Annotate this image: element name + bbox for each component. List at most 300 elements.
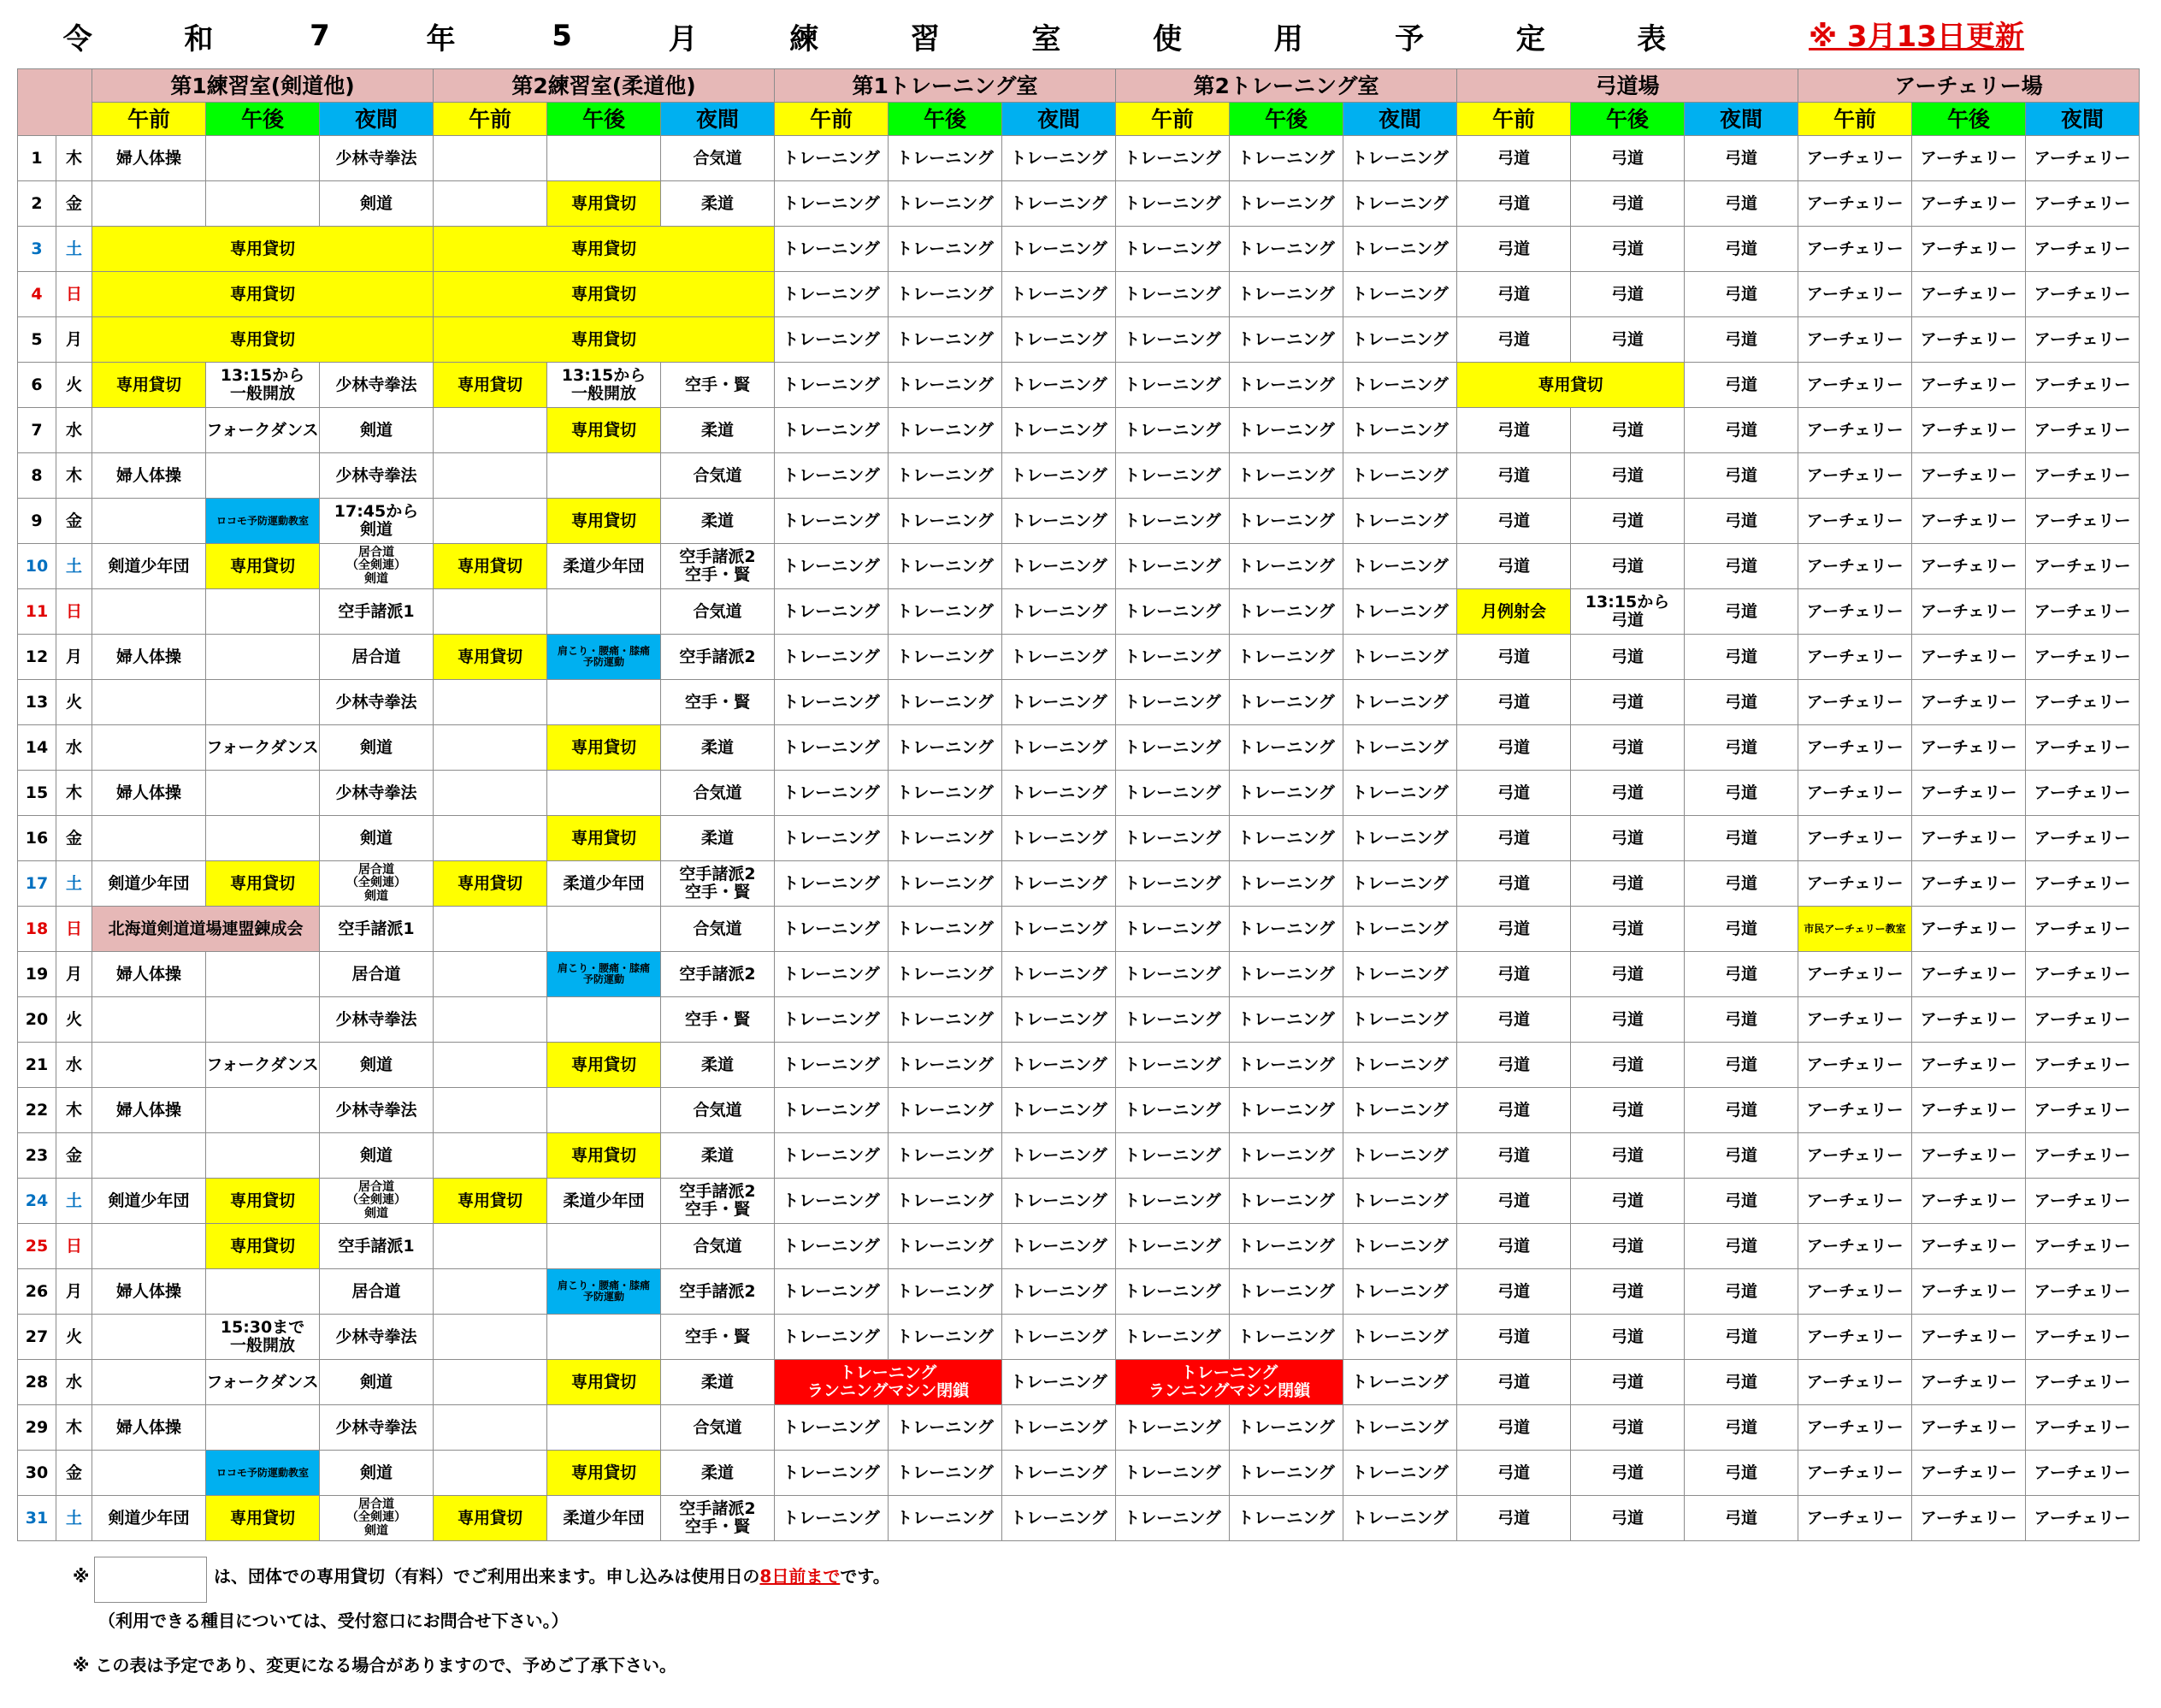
period-header: 午後 (889, 103, 1002, 136)
table-row (18, 997, 2140, 1043)
schedule-cell (434, 1269, 547, 1315)
schedule-cell: アーチェリー (1912, 1315, 2026, 1360)
table-row (18, 227, 2140, 272)
schedule-cell: 少林寺拳法 (320, 771, 434, 816)
schedule-cell: トレーニング (1230, 907, 1343, 952)
footer-line3: ※ この表は予定であり、変更になる場合がありますので、予めご了承下さい。 (73, 1655, 677, 1675)
schedule-cell: トレーニング (1002, 317, 1116, 363)
schedule-cell: 専用貸切 (547, 1360, 661, 1405)
schedule-cell: トレーニング (1230, 816, 1343, 861)
schedule-cell: 合気道 (661, 136, 775, 181)
schedule-cell: トレーニング (775, 1133, 889, 1179)
weekday: 木 (56, 1088, 92, 1133)
schedule-cell: アーチェリー (1798, 1315, 1912, 1360)
schedule-cell: トレーニング (1116, 544, 1230, 589)
schedule-cell: 居合道 （全剣連） 剣道 (320, 544, 434, 589)
schedule-cell: トレーニング (1002, 363, 1116, 408)
schedule-cell: アーチェリー (2026, 408, 2140, 453)
schedule-cell: トレーニング (775, 907, 889, 952)
day-number: 28 (18, 1360, 56, 1405)
schedule-cell: 弓道 (1457, 1496, 1571, 1541)
schedule-cell: トレーニング (1230, 1269, 1343, 1315)
schedule-cell: トレーニング (1116, 136, 1230, 181)
schedule-cell: トレーニング (1343, 1043, 1457, 1088)
schedule-cell: アーチェリー (1912, 997, 2026, 1043)
schedule-cell: 弓道 (1571, 1405, 1685, 1451)
schedule-cell: トレーニング (775, 136, 889, 181)
schedule-cell: トレーニング (1230, 363, 1343, 408)
schedule-cell: 婦人体操 (92, 136, 206, 181)
schedule-cell (547, 771, 661, 816)
schedule-cell: トレーニング (1343, 816, 1457, 861)
schedule-cell: トレーニング (1002, 1088, 1116, 1133)
schedule-cell: トレーニング (889, 1315, 1002, 1360)
schedule-cell: 専用貸切 (206, 1224, 320, 1269)
schedule-cell: トレーニング (1116, 907, 1230, 952)
schedule-cell: アーチェリー (1912, 861, 2026, 907)
schedule-cell: 弓道 (1685, 1088, 1798, 1133)
schedule-cell: アーチェリー (1798, 680, 1912, 725)
table-row (18, 771, 2140, 816)
schedule-cell: トレーニング (775, 408, 889, 453)
table-row (18, 181, 2140, 227)
schedule-cell: トレーニング ランニングマシン閉鎖 (1116, 1360, 1343, 1405)
schedule-cell: トレーニング (889, 997, 1002, 1043)
schedule-cell (434, 1043, 547, 1088)
schedule-cell (547, 136, 661, 181)
title-char: 5 (552, 19, 572, 53)
schedule-cell: アーチェリー (1798, 363, 1912, 408)
schedule-cell: トレーニング (1116, 771, 1230, 816)
schedule-cell: アーチェリー (2026, 1451, 2140, 1496)
schedule-cell: 少林寺拳法 (320, 363, 434, 408)
schedule-cell (547, 453, 661, 499)
schedule-cell: 専用貸切 (434, 1496, 547, 1541)
title-char: 令 (62, 21, 92, 56)
schedule-cell (434, 997, 547, 1043)
schedule-cell: 婦人体操 (92, 453, 206, 499)
schedule-cell: トレーニング (775, 635, 889, 680)
footer-mark: ※ (73, 1566, 90, 1587)
schedule-cell: 少林寺拳法 (320, 1405, 434, 1451)
schedule-cell: トレーニング (775, 589, 889, 635)
schedule-cell: 弓道 (1571, 725, 1685, 771)
schedule-cell: 少林寺拳法 (320, 136, 434, 181)
schedule-cell: トレーニング (775, 1405, 889, 1451)
schedule-cell: 弓道 (1457, 1179, 1571, 1224)
schedule-cell: トレーニング (775, 1043, 889, 1088)
schedule-cell: フォークダンス (206, 1360, 320, 1405)
schedule-cell: アーチェリー (2026, 589, 2140, 635)
schedule-cell: 合気道 (661, 771, 775, 816)
schedule-cell: 剣道少年団 (92, 1496, 206, 1541)
schedule-cell: 婦人体操 (92, 1269, 206, 1315)
schedule-cell: 柔道 (661, 816, 775, 861)
table-row (18, 635, 2140, 680)
schedule-cell: トレーニング (1230, 136, 1343, 181)
schedule-cell: トレーニング (1002, 861, 1116, 907)
schedule-cell: 空手・賢 (661, 680, 775, 725)
schedule-cell: アーチェリー (1798, 544, 1912, 589)
schedule-cell: 居合道 (320, 1269, 434, 1315)
schedule-cell: 弓道 (1685, 499, 1798, 544)
day-number: 23 (18, 1133, 56, 1179)
weekday: 日 (56, 1224, 92, 1269)
schedule-cell: 専用貸切 (547, 725, 661, 771)
schedule-cell: アーチェリー (1798, 272, 1912, 317)
table-row (18, 544, 2140, 589)
weekday: 木 (56, 1405, 92, 1451)
schedule-cell: トレーニング (775, 1269, 889, 1315)
schedule-cell: 弓道 (1457, 1405, 1571, 1451)
schedule-cell: アーチェリー (2026, 181, 2140, 227)
schedule-cell: 剣道少年団 (92, 1179, 206, 1224)
schedule-cell: トレーニング (889, 1405, 1002, 1451)
schedule-cell: 婦人体操 (92, 771, 206, 816)
schedule-cell (434, 499, 547, 544)
schedule-cell: トレーニング (889, 453, 1002, 499)
schedule-cell (92, 1043, 206, 1088)
schedule-cell: 弓道 (1457, 635, 1571, 680)
schedule-cell: トレーニング (889, 317, 1002, 363)
table-row (18, 453, 2140, 499)
schedule-cell: 弓道 (1457, 907, 1571, 952)
schedule-cell: 専用貸切 (547, 816, 661, 861)
schedule-cell: 弓道 (1457, 544, 1571, 589)
schedule-cell: トレーニング (1230, 680, 1343, 725)
schedule-cell: トレーニング (1116, 635, 1230, 680)
schedule-cell: 居合道 （全剣連） 剣道 (320, 1179, 434, 1224)
day-number: 1 (18, 136, 56, 181)
schedule-cell: ロコモ予防運動教室 (206, 1451, 320, 1496)
schedule-cell: アーチェリー (1912, 1224, 2026, 1269)
day-number: 12 (18, 635, 56, 680)
schedule-cell: トレーニング (1002, 907, 1116, 952)
schedule-cell: トレーニング (1002, 1360, 1116, 1405)
schedule-cell: アーチェリー (1912, 136, 2026, 181)
schedule-cell: 空手・賢 (661, 997, 775, 1043)
schedule-cell: アーチェリー (1912, 544, 2026, 589)
schedule-cell: 北海道剣道道場連盟錬成会 (92, 907, 320, 952)
schedule-cell: アーチェリー (1912, 816, 2026, 861)
schedule-cell: 月例射会 (1457, 589, 1571, 635)
day-number: 24 (18, 1179, 56, 1224)
schedule-cell: トレーニング (1343, 1179, 1457, 1224)
schedule-cell: トレーニング (1002, 1179, 1116, 1224)
weekday: 月 (56, 317, 92, 363)
table-row (18, 816, 2140, 861)
schedule-cell: 剣道 (320, 1133, 434, 1179)
schedule-cell: フォークダンス (206, 1043, 320, 1088)
weekday: 日 (56, 589, 92, 635)
schedule-cell: 弓道 (1685, 725, 1798, 771)
table-row (18, 1269, 2140, 1315)
schedule-cell: 専用貸切 (434, 272, 775, 317)
title-char: 習 (910, 21, 940, 56)
title-char: 練 (789, 21, 819, 56)
schedule-cell: アーチェリー (2026, 1179, 2140, 1224)
schedule-cell: アーチェリー (1798, 136, 1912, 181)
schedule-table (17, 68, 2140, 1541)
schedule-cell: 弓道 (1457, 725, 1571, 771)
schedule-cell: トレーニング (1230, 1043, 1343, 1088)
schedule-cell: アーチェリー (1912, 499, 2026, 544)
schedule-cell: アーチェリー (2026, 907, 2140, 952)
schedule-cell: トレーニング (889, 952, 1002, 997)
schedule-cell: トレーニング (1116, 1133, 1230, 1179)
schedule-cell: 弓道 (1685, 317, 1798, 363)
schedule-cell: 弓道 (1685, 1133, 1798, 1179)
title-char: 定 (1515, 21, 1545, 56)
schedule-cell: 弓道 (1685, 272, 1798, 317)
schedule-cell (206, 771, 320, 816)
schedule-cell: 空手諸派1 (320, 1224, 434, 1269)
schedule-cell: 弓道 (1571, 1451, 1685, 1496)
schedule-cell (206, 1133, 320, 1179)
schedule-cell: 弓道 (1685, 227, 1798, 272)
room-header: 第2練習室(柔道他) (434, 69, 775, 103)
schedule-cell: アーチェリー (1798, 861, 1912, 907)
schedule-cell: トレーニング (889, 136, 1002, 181)
schedule-cell: アーチェリー (1912, 1133, 2026, 1179)
schedule-cell: トレーニング (1230, 1451, 1343, 1496)
schedule-cell: トレーニング (775, 499, 889, 544)
schedule-cell: トレーニング (1116, 861, 1230, 907)
schedule-cell (434, 1133, 547, 1179)
table-row (18, 589, 2140, 635)
day-number: 17 (18, 861, 56, 907)
schedule-cell: 弓道 (1457, 680, 1571, 725)
schedule-cell: トレーニング (1116, 1269, 1230, 1315)
schedule-cell: アーチェリー (1798, 725, 1912, 771)
page-title (17, 14, 1712, 58)
schedule-cell: トレーニング (775, 544, 889, 589)
schedule-cell: トレーニング (1116, 181, 1230, 227)
schedule-cell: 弓道 (1685, 680, 1798, 725)
schedule-cell: 柔道 (661, 1451, 775, 1496)
schedule-cell: 合気道 (661, 907, 775, 952)
schedule-cell: トレーニング (775, 861, 889, 907)
schedule-cell: トレーニング (889, 1269, 1002, 1315)
schedule-cell: トレーニング (1002, 997, 1116, 1043)
schedule-cell: トレーニング (1116, 363, 1230, 408)
schedule-cell: トレーニング (889, 272, 1002, 317)
schedule-cell: アーチェリー (1798, 408, 1912, 453)
schedule-cell: アーチェリー (2026, 771, 2140, 816)
schedule-cell: 弓道 (1457, 453, 1571, 499)
schedule-cell: アーチェリー (1912, 1043, 2026, 1088)
schedule-cell (206, 635, 320, 680)
schedule-cell: アーチェリー (1798, 499, 1912, 544)
schedule-cell: 専用貸切 (206, 861, 320, 907)
schedule-cell (206, 181, 320, 227)
schedule-cell: トレーニング (1343, 136, 1457, 181)
table-row (18, 680, 2140, 725)
schedule-cell: 剣道少年団 (92, 861, 206, 907)
schedule-cell: 空手諸派2 空手・賢 (661, 1179, 775, 1224)
schedule-cell: 専用貸切 (434, 1179, 547, 1224)
schedule-cell (547, 1224, 661, 1269)
schedule-cell: アーチェリー (1912, 952, 2026, 997)
schedule-cell (434, 771, 547, 816)
schedule-cell: アーチェリー (1798, 1224, 1912, 1269)
table-row (18, 136, 2140, 181)
schedule-cell: トレーニング (1002, 136, 1116, 181)
schedule-cell: 専用貸切 (434, 317, 775, 363)
schedule-cell: 専用貸切 (206, 1496, 320, 1541)
schedule-cell: 弓道 (1571, 680, 1685, 725)
schedule-cell: 弓道 (1685, 589, 1798, 635)
schedule-cell: 専用貸切 (92, 272, 434, 317)
table-row (18, 1315, 2140, 1360)
schedule-cell: トレーニング (775, 227, 889, 272)
weekday: 土 (56, 1496, 92, 1541)
schedule-cell: 弓道 (1457, 272, 1571, 317)
schedule-cell: アーチェリー (1912, 589, 2026, 635)
schedule-cell: 少林寺拳法 (320, 997, 434, 1043)
schedule-cell: 弓道 (1457, 771, 1571, 816)
title-char: 室 (1031, 21, 1061, 56)
schedule-cell: トレーニング (1343, 227, 1457, 272)
table-row (18, 1179, 2140, 1224)
schedule-cell: 専用貸切 (92, 363, 206, 408)
schedule-cell: トレーニング (889, 680, 1002, 725)
schedule-cell (434, 816, 547, 861)
schedule-cell: トレーニング (1230, 499, 1343, 544)
schedule-cell: 専用貸切 (547, 1133, 661, 1179)
schedule-cell: 弓道 (1457, 317, 1571, 363)
schedule-cell: トレーニング (1002, 1496, 1116, 1541)
period-header: 夜間 (1685, 103, 1798, 136)
schedule-cell: トレーニング (775, 1088, 889, 1133)
schedule-cell: トレーニング (1116, 725, 1230, 771)
schedule-cell: トレーニング (1116, 1451, 1230, 1496)
schedule-cell: 弓道 (1685, 1360, 1798, 1405)
period-header: 午前 (775, 103, 889, 136)
weekday: 日 (56, 907, 92, 952)
schedule-cell: トレーニング (1230, 1496, 1343, 1541)
schedule-cell: 柔道 (661, 408, 775, 453)
schedule-cell: 専用貸切 (434, 227, 775, 272)
schedule-cell: トレーニング (1116, 1405, 1230, 1451)
title-char: 月 (668, 21, 698, 56)
schedule-cell: アーチェリー (2026, 1133, 2140, 1179)
schedule-cell: トレーニング ランニングマシン閉鎖 (775, 1360, 1002, 1405)
schedule-cell (206, 1269, 320, 1315)
schedule-cell: アーチェリー (1798, 771, 1912, 816)
schedule-cell: 専用貸切 (547, 181, 661, 227)
table-row (18, 725, 2140, 771)
schedule-cell: トレーニング (1343, 1224, 1457, 1269)
schedule-cell: トレーニング (1343, 907, 1457, 952)
schedule-cell: 弓道 (1457, 499, 1571, 544)
schedule-cell: アーチェリー (1798, 1405, 1912, 1451)
weekday: 金 (56, 816, 92, 861)
schedule-cell: 弓道 (1457, 1360, 1571, 1405)
schedule-cell: 専用貸切 (434, 861, 547, 907)
schedule-cell: 17:45から 剣道 (320, 499, 434, 544)
schedule-cell (434, 1088, 547, 1133)
day-number: 30 (18, 1451, 56, 1496)
schedule-cell: トレーニング (889, 1451, 1002, 1496)
schedule-cell: 弓道 (1685, 997, 1798, 1043)
schedule-cell: 弓道 (1457, 952, 1571, 997)
schedule-cell: 専用貸切 (434, 363, 547, 408)
weekday: 木 (56, 453, 92, 499)
schedule-cell: 少林寺拳法 (320, 1315, 434, 1360)
schedule-cell: トレーニング (1230, 1133, 1343, 1179)
schedule-cell (434, 181, 547, 227)
title-char: 和 (184, 21, 214, 56)
schedule-cell: アーチェリー (2026, 725, 2140, 771)
schedule-cell: 弓道 (1571, 861, 1685, 907)
room-header-row (18, 69, 2140, 103)
room-header: 第1トレーニング室 (775, 69, 1116, 103)
schedule-cell: 剣道 (320, 816, 434, 861)
schedule-cell: 婦人体操 (92, 635, 206, 680)
schedule-cell: 空手諸派2 (661, 1269, 775, 1315)
schedule-cell: アーチェリー (1912, 907, 2026, 952)
weekday: 火 (56, 1315, 92, 1360)
schedule-cell (206, 1088, 320, 1133)
schedule-cell: 居合道 (320, 952, 434, 997)
day-number: 18 (18, 907, 56, 952)
update-note: ※ 3月13日更新 (1809, 20, 2024, 54)
schedule-cell: トレーニング (1002, 408, 1116, 453)
schedule-cell: トレーニング (889, 1043, 1002, 1088)
schedule-cell: アーチェリー (1798, 635, 1912, 680)
table-row (18, 1224, 2140, 1269)
schedule-cell: アーチェリー (2026, 544, 2140, 589)
schedule-cell: 居合道 （全剣連） 剣道 (320, 1496, 434, 1541)
schedule-cell: トレーニング (775, 181, 889, 227)
schedule-cell (206, 589, 320, 635)
schedule-cell (92, 1360, 206, 1405)
period-header: 午前 (1116, 103, 1230, 136)
title-char: 7 (310, 19, 330, 53)
schedule-cell: トレーニング (889, 771, 1002, 816)
schedule-cell: トレーニング (1230, 317, 1343, 363)
schedule-cell: 合気道 (661, 1088, 775, 1133)
period-header: 夜間 (661, 103, 775, 136)
schedule-cell: トレーニング (1343, 1360, 1457, 1405)
schedule-cell: 専用貸切 (547, 408, 661, 453)
schedule-cell: トレーニング (889, 363, 1002, 408)
schedule-cell: トレーニング (1116, 589, 1230, 635)
schedule-cell: トレーニング (1116, 408, 1230, 453)
day-number: 10 (18, 544, 56, 589)
title-char: 予 (1395, 21, 1425, 56)
schedule-cell: トレーニング (1343, 725, 1457, 771)
schedule-cell: アーチェリー (2026, 453, 2140, 499)
schedule-cell: 空手諸派2 空手・賢 (661, 1496, 775, 1541)
schedule-cell: トレーニング (889, 1179, 1002, 1224)
schedule-cell: 弓道 (1571, 1179, 1685, 1224)
schedule-cell: 弓道 (1685, 907, 1798, 952)
schedule-cell: 専用貸切 (547, 1451, 661, 1496)
schedule-cell: 弓道 (1685, 1269, 1798, 1315)
table-row (18, 952, 2140, 997)
schedule-cell: アーチェリー (2026, 363, 2140, 408)
day-number: 25 (18, 1224, 56, 1269)
title-char: 年 (426, 21, 456, 56)
schedule-cell: アーチェリー (2026, 680, 2140, 725)
schedule-cell: トレーニング (889, 816, 1002, 861)
schedule-cell: トレーニング (1116, 499, 1230, 544)
schedule-cell (434, 1315, 547, 1360)
schedule-cell: トレーニング (1343, 272, 1457, 317)
schedule-cell: アーチェリー (1912, 1451, 2026, 1496)
